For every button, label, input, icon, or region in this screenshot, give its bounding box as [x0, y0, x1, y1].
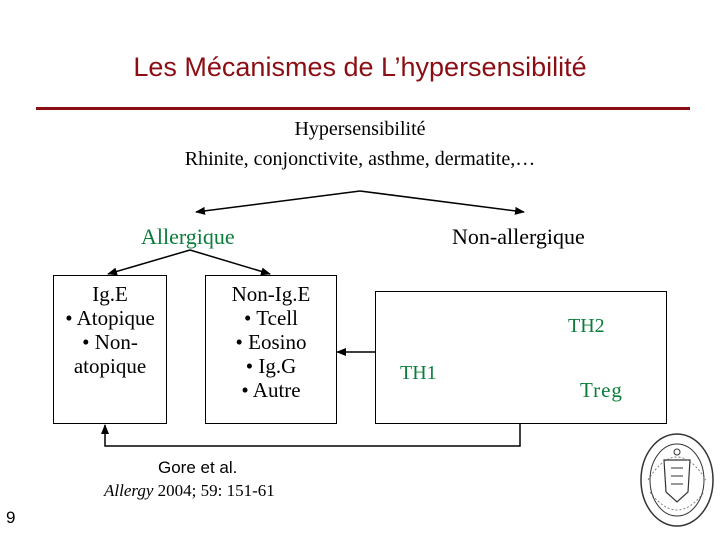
- hypersensitivity-subtitle: Rhinite, conjonctivite, asthme, dermatite,…: [184, 148, 536, 170]
- ige-box: [53, 275, 167, 424]
- slide-number: 9: [6, 508, 16, 527]
- treg-label: Treg: [580, 378, 623, 402]
- non-ige-line: • Eosino: [235, 330, 307, 354]
- ige-box-text: [54, 282, 166, 378]
- university-seal-icon: [638, 430, 716, 530]
- allergic-arrow-left: [108, 250, 190, 274]
- th2-label: TH2: [568, 315, 605, 337]
- non-ige-line: • Tcell: [244, 306, 298, 330]
- non-allergic-label: Non-allergique: [452, 224, 585, 249]
- slide-title: Les Mécanismes de L’hypersensibilité: [133, 52, 587, 82]
- non-ige-box-text: [206, 282, 336, 402]
- non-ige-box: [205, 275, 337, 424]
- hypersensitivity-title: Hypersensibilité: [294, 118, 426, 140]
- ige-line: Ig.E: [92, 282, 128, 306]
- reference-citation: 2004; 59: 151-61: [153, 481, 275, 500]
- split-arrow-right: [360, 191, 524, 212]
- reference-author: Gore et al.: [158, 458, 238, 477]
- ige-line: atopique: [73, 354, 147, 378]
- ige-line: • Non-: [82, 330, 138, 354]
- allergic-label: Allergique: [141, 224, 235, 249]
- non-ige-line: • Ig.G: [245, 354, 297, 378]
- ige-line: • Atopique: [65, 306, 155, 330]
- th1-label: TH1: [400, 362, 437, 384]
- allergic-arrow-right: [190, 250, 270, 274]
- reference-citation-line: [104, 481, 275, 501]
- reference-journal: Allergy: [104, 481, 154, 500]
- non-ige-line: • Autre: [241, 378, 301, 402]
- th-balance-box: [375, 291, 667, 424]
- split-arrow-left: [196, 191, 360, 212]
- bottom-connector: [105, 422, 520, 446]
- non-ige-line: Non-Ig.E: [231, 282, 311, 306]
